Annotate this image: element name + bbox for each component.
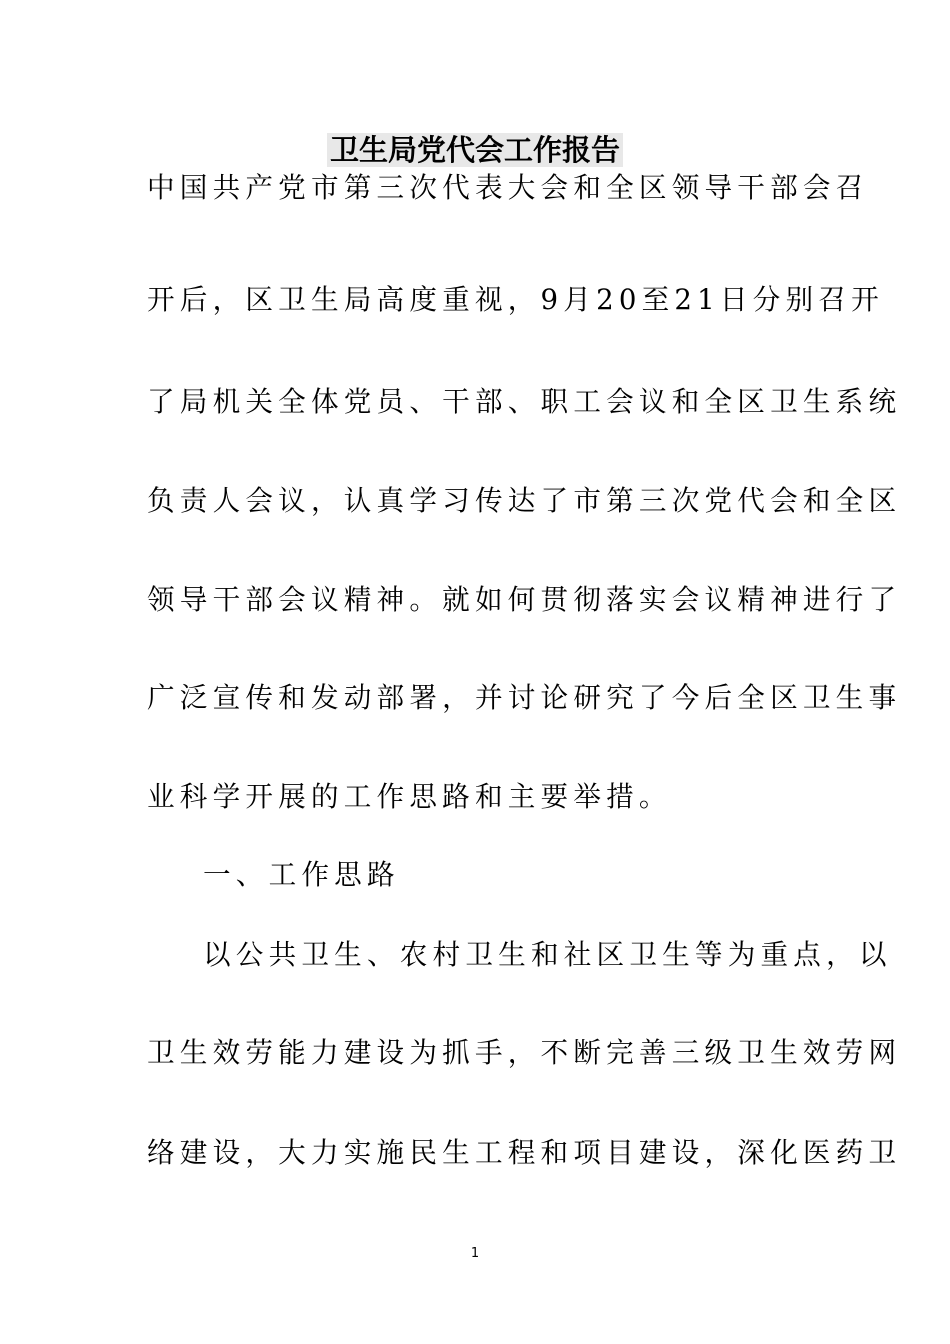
paragraph-line: 负责人会议，认真学习传达了市第三次党代会和全区	[147, 484, 902, 517]
paragraph-line: 开后，区卫生局高度重视，9月20至21日分别召开	[147, 283, 884, 316]
paragraph-line: 领导干部会议精神。就如何贯彻落实会议精神进行了	[147, 583, 902, 616]
document-title: 卫生局党代会工作报告	[0, 128, 950, 172]
paragraph-line: 了局机关全体党员、干部、职工会议和全区卫生系统	[147, 385, 902, 418]
paragraph-line: 卫生效劳能力建设为抓手，不断完善三级卫生效劳网	[147, 1036, 902, 1069]
section-heading: 一、工作思路	[203, 858, 400, 891]
page-number: 1	[470, 1246, 480, 1261]
paragraph-line: 中国共产党市第三次代表大会和全区领导干部会召	[147, 171, 869, 204]
paragraph-line: 广泛宣传和发动部署，并讨论研究了今后全区卫生事	[147, 681, 902, 714]
paragraph-line: 络建设，大力实施民生工程和项目建设，深化医药卫	[147, 1136, 902, 1169]
paragraph-line: 业科学开展的工作思路和主要举措。	[147, 780, 672, 813]
paragraph-line: 以公共卫生、农村卫生和社区卫生等为重点，以	[203, 938, 892, 971]
